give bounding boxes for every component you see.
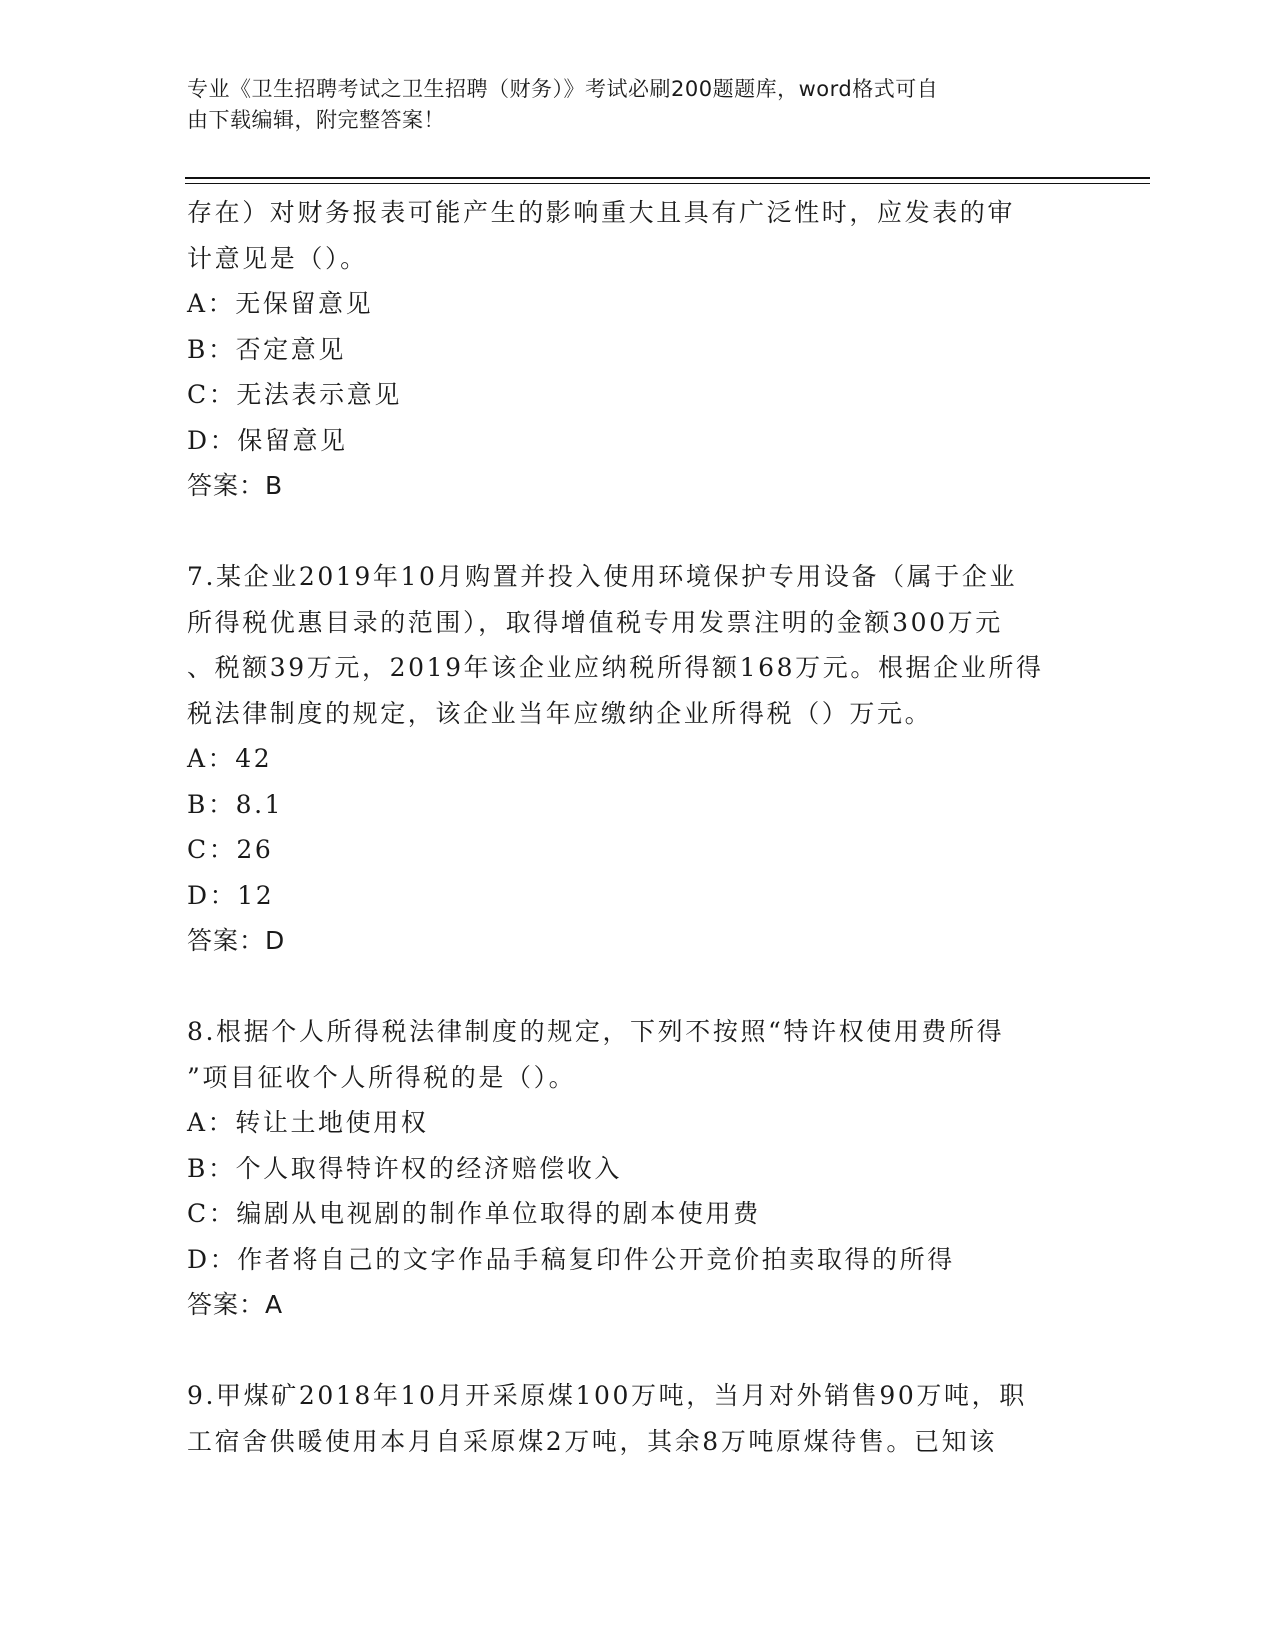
option-c: C：无法表示意见 <box>187 380 402 409</box>
option-c: C：26 <box>187 835 274 864</box>
option-b: B：个人取得特许权的经济赔偿收入 <box>187 1153 622 1183</box>
question-stem-line: ”项目征收个人所得税的是（）。 <box>187 1062 577 1092</box>
option-d: D：作者将自己的文字作品手稿复印件公开竞价拍卖取得的所得 <box>187 1244 955 1274</box>
question-stem-line: 7.某企业2019年10月购置并投入使用环境保护专用设备（属于企业 <box>187 562 1018 591</box>
header-line: 专业《卫生招聘考试之卫生招聘（财务）》考试必刷200题题库，word格式可自 <box>187 77 939 101</box>
question-stem-line: 、税额39万元，2019年该企业应纳税所得额168万元。根据企业所得 <box>187 653 1044 682</box>
question-block <box>187 1009 1087 1328</box>
answer-line: 答案：D <box>187 926 286 955</box>
option-d: D：保留意见 <box>187 425 348 455</box>
option-b: B：否定意见 <box>187 334 346 364</box>
question-stem-line: 9.甲煤矿2018年10月开采原煤100万吨，当月对外销售90万吨，职 <box>187 1381 1027 1410</box>
question-list <box>187 190 1087 1464</box>
question-stem-line: 税法律制度的规定，该企业当年应缴纳企业所得税（）万元。 <box>187 698 933 728</box>
option-a: A：42 <box>187 744 273 773</box>
header-line: 由下载编辑，附完整答案！ <box>187 108 445 132</box>
option-a: A：转让土地使用权 <box>187 1108 429 1137</box>
question-stem-line: 计意见是（）。 <box>187 243 368 273</box>
option-b: B：8.1 <box>187 789 284 819</box>
spacer <box>187 509 1087 555</box>
option-d: D：12 <box>187 880 275 910</box>
option-c: C：编剧从电视剧的制作单位取得的剧本使用费 <box>187 1199 761 1228</box>
question-stem-line: 工宿舍供暖使用本月自采原煤2万吨，其余8万吨原煤待售。已知该 <box>187 1426 997 1456</box>
header-divider <box>185 177 1150 179</box>
header-divider <box>185 183 1150 184</box>
answer-line: 答案：A <box>187 1290 284 1319</box>
answer-line: 答案：B <box>187 471 284 500</box>
page-header <box>187 74 1067 136</box>
question-block <box>187 190 1087 509</box>
question-stem-line: 8.根据个人所得税法律制度的规定，下列不按照“特许权使用费所得 <box>187 1017 1005 1046</box>
option-a: A：无保留意见 <box>187 289 374 318</box>
spacer <box>187 964 1087 1010</box>
question-block <box>187 1373 1087 1464</box>
question-block <box>187 554 1087 964</box>
question-stem-line: 所得税优惠目录的范围），取得增值税专用发票注明的金额300万元 <box>187 607 1003 637</box>
spacer <box>187 1328 1087 1374</box>
question-stem-line: 存在）对财务报表可能产生的影响重大且具有广泛性时，应发表的审 <box>187 198 1016 227</box>
